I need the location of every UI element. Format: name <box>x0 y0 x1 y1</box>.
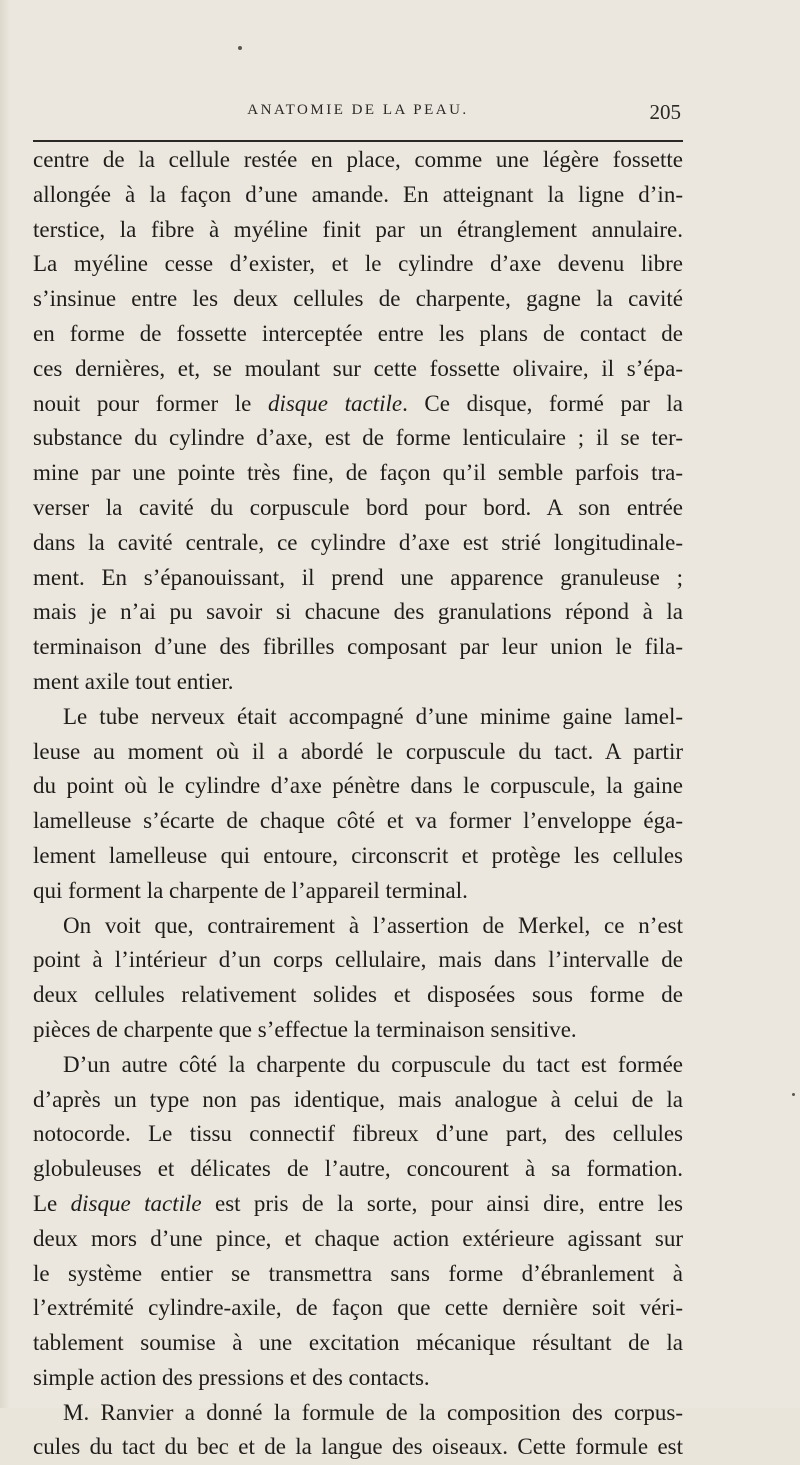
body-text <box>33 143 683 1465</box>
text-line: l’extrémité cylindre-axile, de façon que cette dernière soit véri- <box>33 1295 683 1321</box>
page-number: 205 <box>649 100 681 124</box>
text-line: La myéline cesse d’exister, et le cylindre d’axe devenu libre <box>33 251 683 277</box>
text-line: verser la cavité du corpuscule bord pour bord. A son entrée <box>33 494 683 520</box>
text-line: On voit que, contrairement à l’assertion de Merkel, ce n’est <box>63 912 683 938</box>
ink-speck <box>238 46 242 50</box>
text-line: leuse au moment où il a abordé le corpuscule du tact. A partir <box>33 738 683 764</box>
text-line: le système entier se transmettra sans forme d’ébranlement à <box>33 1260 683 1286</box>
text-line: ces dernières, et, se moulant sur cette fossette olivaire, il s’épa- <box>33 355 683 381</box>
text-line: substance du cylindre d’axe, est de forme lenticulaire ; il se ter- <box>33 425 683 451</box>
text-line: s’insinue entre les deux cellules de charpente, gagne la cavité <box>33 286 683 312</box>
text-line: Le tube nerveux était accompagné d’une minime gaine lamel- <box>63 703 683 729</box>
text-line: deux mors d’une pince, et chaque action extérieure agissant sur <box>33 1225 683 1251</box>
text-line: lamelleuse s’écarte de chaque côté et va former l’enveloppe éga- <box>33 808 683 834</box>
text-line: mine par une pointe très fine, de façon qu’il semble parfois tra- <box>33 460 683 486</box>
text-line: tablement soumise à une excitation mécanique résultant de la <box>33 1330 683 1356</box>
text-line: du point où le cylindre d’axe pénètre dans le corpuscule, la gaine <box>33 773 683 799</box>
page-header <box>33 100 683 128</box>
text-line: D’un autre côté la charpente du corpuscule du tact est formée <box>63 1051 683 1077</box>
text-line: pièces de charpente que s’effectue la terminaison sensitive. <box>33 1016 577 1042</box>
text-line: nouit pour former le disque tactile. Ce disque, formé par la <box>33 390 684 416</box>
text-line: allongée à la façon d’une amande. En atteignant la ligne d’in- <box>33 181 683 207</box>
text-line: deux cellules relativement solides et disposées sous forme de <box>33 982 683 1008</box>
text-line: terminaison d’une des fibrilles composant par leur union le fila- <box>33 634 683 660</box>
text-line: cules du tact du bec et de la langue des oiseaux. Cette formule est <box>33 1434 683 1460</box>
text-line: dans la cavité centrale, ce cylindre d’axe est strié longitudinale- <box>33 529 683 555</box>
text-line: ment. En s’épanouissant, il prend une apparence granuleuse ; <box>33 564 683 590</box>
text-line: simple action des pressions et des contacts. <box>33 1364 430 1390</box>
text-line: Le disque tactile est pris de la sorte, pour ainsi dire, entre les <box>33 1190 684 1216</box>
text-line: notocorde. Le tissu connectif fibreux d’une part, des cellules <box>33 1121 683 1147</box>
text-line: terstice, la fibre à myéline finit par un étranglement annulaire. <box>33 216 683 242</box>
text-line: M. Ranvier a donné la formule de la composition des corpus- <box>63 1399 683 1425</box>
emphasis-text: disque tactile <box>70 1190 202 1216</box>
text-line: en forme de fossette interceptée entre les plans de contact de <box>33 320 683 346</box>
text-line: globuleuses et délicates de l’autre, concourent à sa formation. <box>33 1156 683 1182</box>
text-line: qui forment la charpente de l’appareil terminal. <box>33 877 468 903</box>
text-line: lement lamelleuse qui entoure, circonscrit et protège les cellules <box>33 842 683 868</box>
header-rule <box>33 140 683 142</box>
running-head: ANATOMIE DE LA PEAU. <box>247 102 469 118</box>
emphasis-text: disque tactile <box>267 390 403 416</box>
text-line: centre de la cellule restée en place, comme une légère fossette <box>33 147 683 172</box>
text-line: d’après un type non pas identique, mais analogue à celui de la <box>33 1086 683 1112</box>
text-line: point à l’intérieur d’un corps cellulaire, mais dans l’intervalle de <box>33 947 683 973</box>
text-line: mais je n’ai pu savoir si chacune des granulations répond à la <box>33 599 683 625</box>
page-edge-shadow <box>0 0 10 1408</box>
ink-speck <box>792 1093 795 1096</box>
text-line: ment axile tout entier. <box>33 668 234 694</box>
